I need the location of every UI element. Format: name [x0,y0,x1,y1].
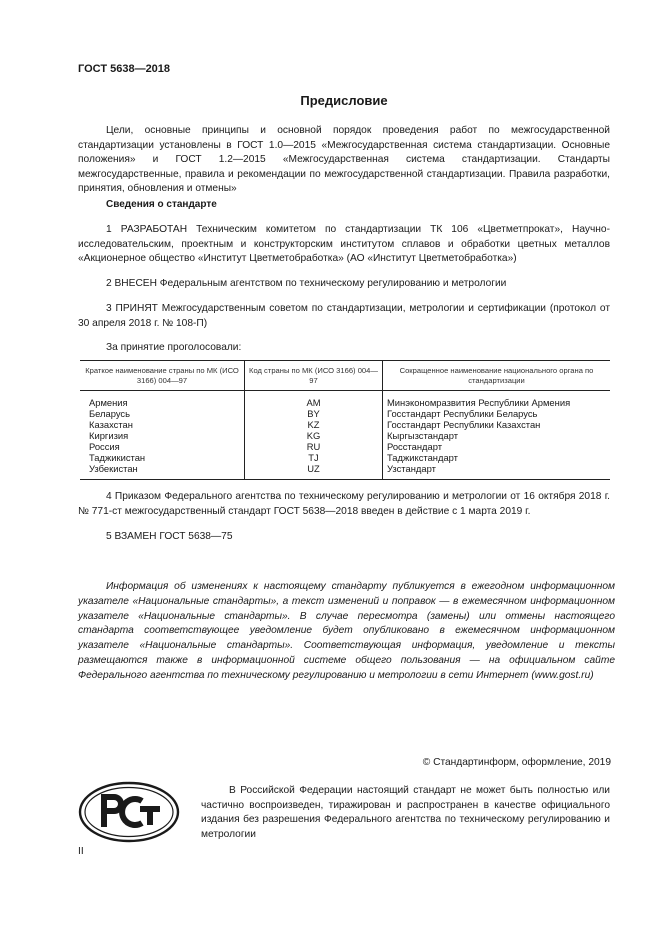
table-row [80,408,610,419]
national-body: Госстандарт Республики Казахстан [387,419,541,430]
country-name: Казахстан [89,419,133,430]
country-code: RU [245,441,383,452]
rst-certification-mark-icon [78,781,180,843]
header-national-body: Сокращенное наименование национального органа по стандартизации [383,361,611,391]
national-body: Росстандарт [387,441,442,452]
table-row [80,419,610,430]
copyright-line: © Стандартинформ, оформление, 2019 [422,757,611,768]
voting-table-header [80,361,610,391]
national-body: Таджикстандарт [387,452,458,463]
national-body: Кыргызстандарт [387,430,459,441]
country-code: TJ [245,452,383,463]
table-row [80,391,610,409]
section-heading: Сведения о стандарте [106,199,217,210]
page-title: Предисловие [300,93,388,108]
national-body: Госстандарт Республики Беларусь [387,408,538,419]
voted-label: За принятие проголосовали: [106,342,242,353]
country-code: AM [245,391,383,409]
info-notice: Информация об изменениях к настоящему стандарту публикуется в ежегодном информационном указателе «Национальные стандарты», а текст изменений и поправок — в ежемесячном информационном указателе «Национальные стандарты». В случае пересмотра (замены) или отмены настоящего стандарта соответствующее уведомление будет опубликовано в ежемесячном информационном указателе «Национальные стандарты». Соответствующая информация, уведомление и тексты размещаются также в информационной системе общего пользования — на официальном сайте Федерального агентства по техническому регулированию и метрологии в сети Интернет (www.gost.ru) [78,581,615,681]
national-body: Узстандарт [383,463,611,480]
item-order: 4 Приказом Федерального агентства по техническому регулированию и метрологии от 16 октября 2018 г. № 771-ст межгосударственный стандарт ГОСТ 5638—2018 введен в действие с 1 марта 2019 г. [78,491,610,517]
intro-paragraph: Цели, основные принципы и основной порядок проведения работ по межгосударственной стандартизации установлены в ГОСТ 1.0—2015 «Межгосударственная система стандартизации. Основные положения» и ГОСТ 1.2—2015 «Межгосударственная система стандартизации. Стандарты межгосударственные, правила и рекомендации по межгосударственной стандартизации. Правила разработки, принятия, обновления и отмены» [78,125,610,195]
country-code: UZ [245,463,383,480]
country-code: BY [245,408,383,419]
voting-table [80,360,610,480]
country-code: KZ [245,419,383,430]
item-adopted: 3 ПРИНЯТ Межгосударственным советом по стандартизации, метрологии и сертификации (протокол от 30 апреля 2018 г. № 108-П) [78,303,610,329]
country-name: Беларусь [89,408,131,419]
header-country-name: Краткое наименование страны по МК (ИСО 3166) 004—97 [80,361,245,391]
header-country-code: Код страны по МК (ИСО 3166) 004—97 [245,361,383,391]
rights-notice: В Российской Федерации настоящий стандарт не может быть полностью или частично воспроизведен, тиражирован и распространен в качестве официального издания без разрешения Федерального агентства по техническому регулированию и метрологии [201,785,610,840]
country-code: KG [245,430,383,441]
item-replaces: 5 ВЗАМЕН ГОСТ 5638—75 [106,531,233,542]
table-row [80,441,610,452]
item-developed: 1 РАЗРАБОТАН Техническим комитетом по стандартизации ТК 106 «Цветметпрокат», Научно-исследовательским, проектным и конструкторским институтом сплавов и обработки цветных металлов «Акционерное общество «Институт Цветметобработка» (АО «Институт Цветметобработка») [78,224,610,265]
table-row [80,452,610,463]
country-name: Киргизия [89,430,129,441]
national-body: Минэкономразвития Республики Армения [387,397,571,408]
page-number: II [78,846,84,857]
item-introduced: 2 ВНЕСЕН Федеральным агентством по техническому регулированию и метрологии [106,278,507,289]
table-row [80,463,610,480]
country-name: Россия [89,441,120,452]
table-row [80,430,610,441]
country-name: Армения [89,397,128,408]
document-code: ГОСТ 5638—2018 [78,63,171,75]
country-name: Таджикистан [89,452,146,463]
country-name: Узбекистан [80,463,245,480]
